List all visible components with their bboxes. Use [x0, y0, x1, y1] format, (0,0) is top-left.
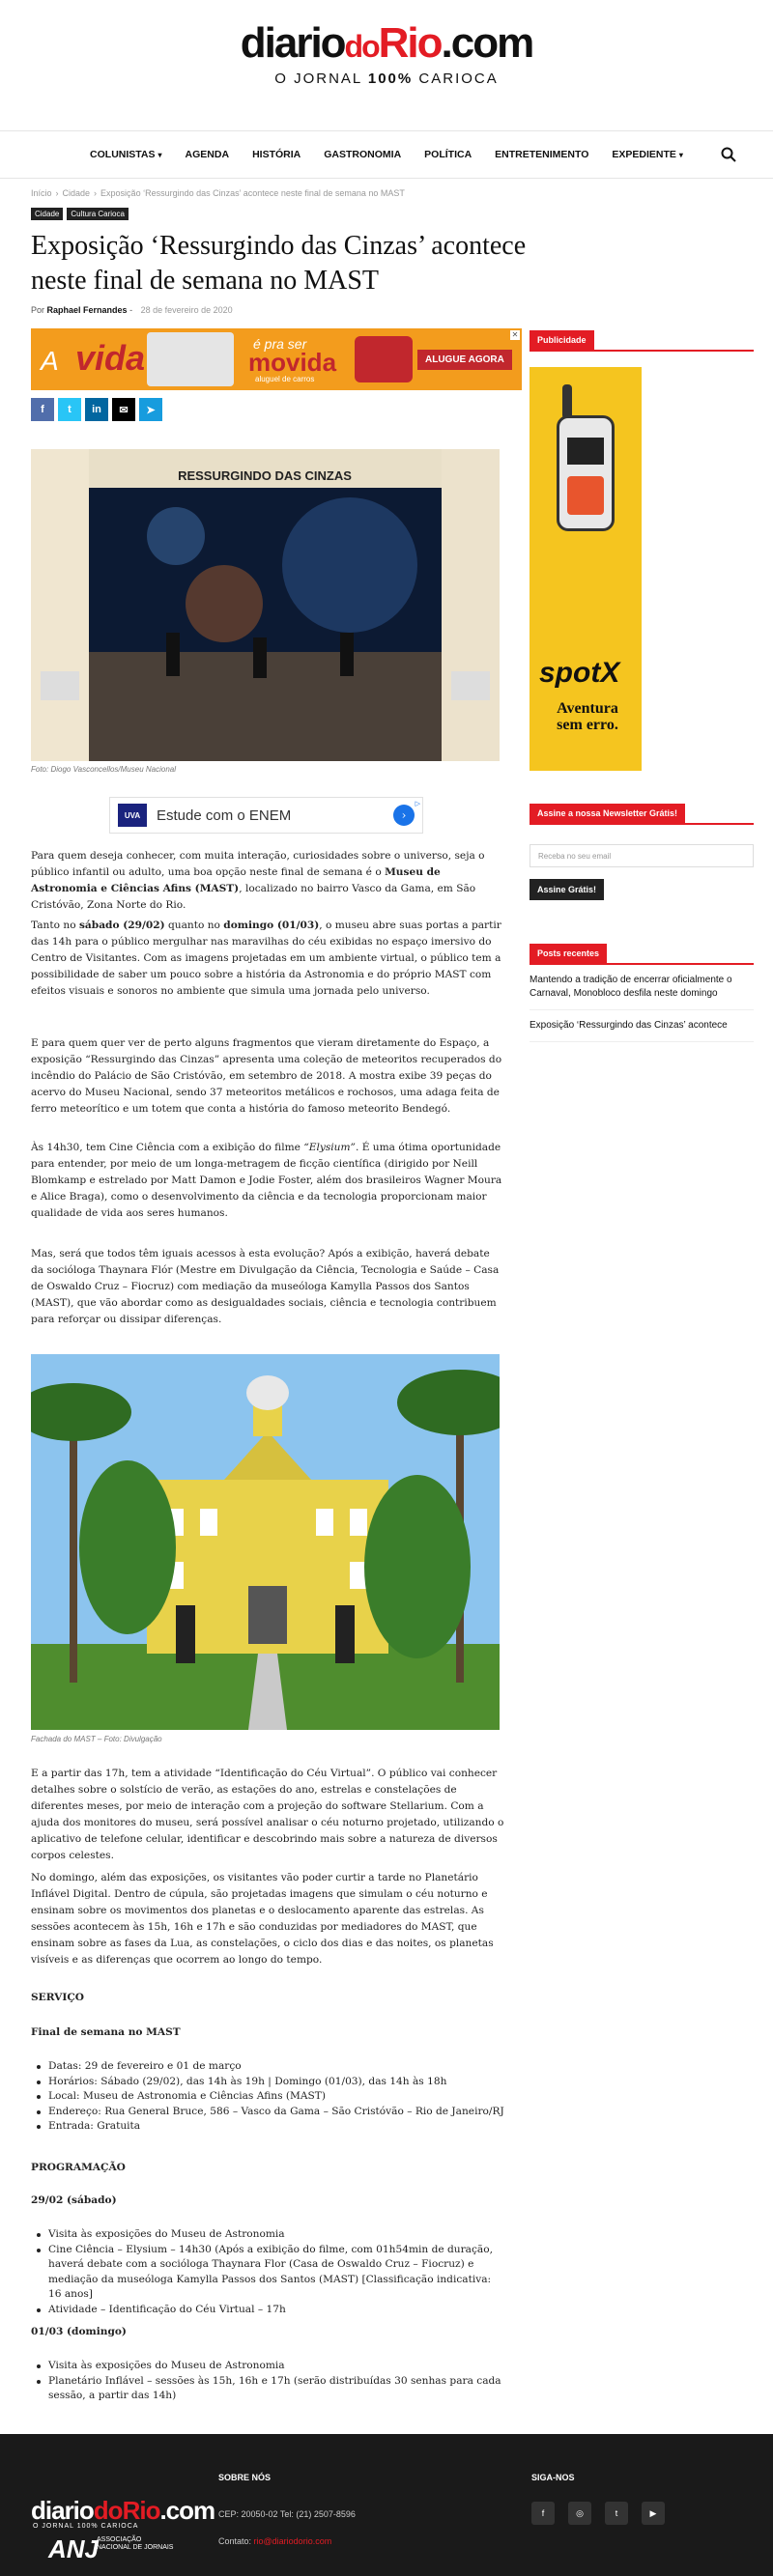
list-item: Atividade – Identificação do Céu Virtual – 17h	[31, 2303, 504, 2318]
spotx-ad[interactable]: spotX Aventura sem erro.	[530, 367, 642, 771]
article-paragraph: Mas, será que todos têm iguais acessos à esta evolução? Após a exibição, haverá debate da socióloga Thaynara Flór (Mestre em Divulgação da Ciência, Tecnologia e Saúde – Casa de Oswaldo Cruz – Fiocruz) com mediação da museóloga Kamylla Passos dos Santos (MAST), que vão abordar como as desigualdades sociais, ciência e tecnologia contribuem para reforçar ou dissipar diferenças.	[31, 1248, 500, 1325]
linkedin-icon[interactable]: in	[85, 398, 108, 421]
instagram-icon[interactable]: ◎	[568, 2502, 591, 2525]
servico-list	[31, 2059, 504, 2135]
nav-item-agenda[interactable]: AGENDA	[185, 149, 230, 160]
jeep-image	[355, 336, 413, 382]
newsletter-email-input[interactable]: Receba no seu email	[530, 844, 754, 867]
article-paragraph: E para quem quer ver de perto alguns fragmentos que vieram diretamente do Espaço, a exposição “Ressurgindo das Cinzas” apresenta uma coleção de meteoritos recuperados do incêndio do Palácio de São Cristóvão, em setembro de 2018. A mostra exibe 39 peças do acervo do Museu Nacional, sendo 37 meteoritos metálicos e rochosos, uma adaga feita de ferro meteorítico e um totem que conta a história do famoso meteorito Bendegó.	[31, 1037, 502, 1115]
twitter-icon[interactable]: t	[605, 2502, 628, 2525]
nav-item-historia[interactable]: HISTÓRIA	[252, 149, 301, 160]
recent-post-link[interactable]: Mantendo a tradição de encerrar oficialmente o Carnaval, Monobloco desfila neste domingo	[530, 965, 754, 1010]
site-header	[0, 0, 773, 130]
footer-heading: SOBRE NÓS	[218, 2473, 272, 2482]
movida-ad-banner[interactable]: A vida é pra ser movida aluguel de carros ALUGUE AGORA ✕	[31, 328, 522, 390]
social-links	[531, 2502, 665, 2525]
list-item: Local: Museu de Astronomia e Ciências Afins (MAST)	[31, 2089, 504, 2105]
car-image	[147, 332, 234, 386]
list-item: Planetário Inflável – sessões às 15h, 16h e 17h (serão distribuídas 30 senhas para cada sessão, a partir das 14h)	[31, 2374, 504, 2404]
main-nav	[0, 130, 773, 179]
chevron-down-icon: ▾	[678, 151, 683, 159]
ad-cta-button[interactable]: ALUGUE AGORA	[417, 350, 512, 370]
publish-date: 28 de fevereiro de 2020	[140, 305, 233, 315]
footer-contact: Contato: rio@diariodorio.com	[218, 2536, 332, 2546]
chevron-right-icon[interactable]: ›	[393, 805, 415, 826]
youtube-icon[interactable]: ▶	[642, 2502, 665, 2525]
article-paragraph: E a partir das 17h, tem a atividade “Identificação do Céu Virtual”. O público vai conhecer detalhes sobre o solstício de verão, as estações do ano, estrelas e constelações de diferentes meses, por meio de interação com a projeção do software Stellarium. Com a ajuda dos monitores do museu, será possível analisar o céu noturno projetado, utilizando o aplicativo de telefone celular, identificar e descobrindo mais sobre a natureza de diversos corpos celestes.	[31, 1768, 504, 1861]
breadcrumb-section[interactable]: Cidade	[62, 188, 91, 198]
photo-caption: Foto: Diogo Vasconcellos/Museu Nacional	[31, 765, 177, 774]
facebook-icon[interactable]: f	[531, 2502, 555, 2525]
contact-email-link[interactable]: rio@diariodorio.com	[253, 2536, 332, 2546]
recent-post-link[interactable]: Exposição ‘Ressurgindo das Cinzas’ acontece	[530, 1010, 754, 1042]
site-logo[interactable]: diariodoRio.com	[240, 19, 533, 67]
domingo-list	[31, 2359, 504, 2404]
section-heading: PROGRAMAÇÃO	[31, 2162, 126, 2173]
chevron-down-icon: ▾	[157, 151, 162, 159]
list-item: Entrada: Gratuita	[31, 2119, 504, 2135]
nav-item-entretenimento[interactable]: ENTRETENIMENTO	[495, 149, 589, 160]
author-link[interactable]: Raphael Fernandes	[46, 305, 128, 315]
category-tags	[31, 208, 129, 220]
nav-item-politica[interactable]: POLÍTICA	[424, 149, 472, 160]
list-item: Visita às exposições do Museu de Astronomia	[31, 2359, 504, 2374]
spotx-logo: spotX	[539, 657, 620, 689]
facebook-icon[interactable]: f	[31, 398, 54, 421]
newsletter-box	[530, 802, 754, 900]
recent-posts	[530, 942, 754, 1042]
sabado-list	[31, 2227, 504, 2317]
list-item: Endereço: Rua General Bruce, 586 – Vasco da Gama – São Cristóvão – Rio de Janeiro/RJ	[31, 2105, 504, 2120]
adchoices-icon[interactable]: ▷	[415, 800, 420, 807]
tag-cidade[interactable]: Cidade	[31, 208, 63, 220]
nav-item-expediente[interactable]: EXPEDIENTE ▾	[612, 149, 683, 160]
newsletter-subscribe-button[interactable]: Assine Grátis!	[530, 879, 604, 900]
footer-logo[interactable]: diariodoRio.com	[31, 2496, 215, 2525]
section-subheading: 29/02 (sábado)	[31, 2194, 117, 2206]
close-icon[interactable]: ✕	[511, 330, 519, 339]
photo-caption: Fachada do MAST – Foto: Divulgação	[31, 1735, 162, 1743]
breadcrumb-home[interactable]: Início	[31, 188, 52, 198]
article-paragraph: Tanto no sábado (29/02) quanto no domingo (01/03), o museu abre suas portas a partir das 14h para o público mergulhar nas maravilhas do céu exibidas no espaço imersivo do Centro de Visitantes. Com as imagens projetadas em um ambiente virtual, o público tem a possibilidade de saber um pouco sobre a história da Astronomia e do próprio MAST com efeitos visuais e sonoros no ambiente que simula uma jornada pelo universo.	[31, 920, 501, 997]
section-subheading: 01/03 (domingo)	[31, 2326, 127, 2337]
nav-item-gastronomia[interactable]: GASTRONOMIA	[324, 149, 402, 160]
list-item: Datas: 29 de fevereiro e 01 de março	[31, 2059, 504, 2075]
page-title: Exposição ‘Ressurgindo das Cinzas’ acontece neste final de semana no MAST	[31, 231, 527, 296]
breadcrumb: Início › Cidade › Exposição ‘Ressurgindo das Cinzas’ acontece neste final de semana no MAST	[31, 188, 405, 198]
article-paragraph: Às 14h30, tem Cine Ciência com a exibição do filme “Elysium”. É uma ótima oportunidade para entender, por meio de um longa-metragem de ficção científica (dirigido por Neill Blomkamp e estrelado por Matt Damon e Jodie Foster, além dos brasileiros Wagner Moura e Alice Braga), como o desenvolvimento da ciência e da tecnologia proporcionam maior qualidade de vida aos seres humanos.	[31, 1142, 502, 1219]
site-footer: diariodoRio.com O JORNAL 100% CARIOCA ANJ ASSOCIAÇÃO NACIONAL DE JORNAIS SOBRE NÓS CEP: 20050-02 Tel: (21) 2507-8596 Contato: rio@diariodorio.com SIGA-NOS f ◎ t ▶	[0, 2434, 773, 2576]
twitter-icon[interactable]: t	[58, 398, 81, 421]
satellite-device-image	[557, 415, 615, 531]
section-heading: SERVIÇO	[31, 1992, 84, 2003]
site-tagline: O JORNAL 100% CARIOCA	[274, 71, 499, 87]
list-item: Horários: Sábado (29/02), das 14h às 19h | Domingo (01/03), das 14h às 18h	[31, 2075, 504, 2090]
share-buttons	[31, 398, 162, 421]
byline: Por Raphael Fernandes - 28 de fevereiro de 2020	[31, 305, 233, 315]
search-icon[interactable]	[721, 147, 736, 162]
recent-posts-heading: Posts recentes	[530, 944, 607, 963]
nav-item-colunistas[interactable]: COLUNISTAS ▾	[90, 149, 162, 160]
list-item: Cine Ciência – Elysium – 14h30 (Após a exibição do filme, com 01h54min de duração, haverá debate com a socióloga Thaynara Flor (Casa de Oswaldo Cruz – Fiocruz) e mediação da museóloga Kamylla Passos dos Santos (MAST) [Classificação indicativa: 16 anos]	[31, 2243, 504, 2303]
article-paragraph: No domingo, além das exposições, os visitantes vão poder curtir a tarde no Planetário Inflável Digital. Dentro de cúpula, são projetadas imagens que simulam o céu noturno e ensinam sobre os movimentos dos planetas e o deslocamento aparente das estrelas. As sessões acontecem às 15h, 16h e 17h e são conduzidas por mediadores do MAST, que ensinam sobre as fases da Lua, as constelações, o ciclo dos dias e das noites, os planetas visíveis e as diferenças que ocorrem ao longo do tempo.	[31, 1872, 494, 1966]
breadcrumb-current: Exposição ‘Ressurgindo das Cinzas’ acontece neste final de semana no MAST	[100, 188, 405, 198]
enem-ad[interactable]: UVA Estude com o ENEM › ▷	[109, 797, 423, 834]
publicidade-header: Publicidade	[530, 328, 754, 352]
footer-heading: SIGA-NOS	[531, 2473, 575, 2482]
exhibition-photo	[31, 449, 500, 761]
museum-facade-image	[31, 1354, 500, 1730]
list-item: Visita às exposições do Museu de Astronomia	[31, 2227, 504, 2243]
article-paragraph: Para quem deseja conhecer, com muita interação, curiosidades sobre o universo, seja o público infantil ou adulto, uma boa opção neste final de semana é o Museu de Astronomia e Ciências Afins (MAST), localizado no bairro Vasco da Gama, em São Cristóvão, Zona Norte do Rio.	[31, 850, 485, 911]
exhibition-sign: RESSURGINDO DAS CINZAS	[178, 468, 352, 483]
email-icon[interactable]: ✉	[112, 398, 135, 421]
footer-contact: CEP: 20050-02 Tel: (21) 2507-8596	[218, 2509, 356, 2519]
uva-logo: UVA	[118, 804, 147, 827]
tag-cultura-carioca[interactable]: Cultura Carioca	[67, 208, 129, 220]
anj-logo: ANJ	[48, 2534, 100, 2563]
museum-facade-photo	[31, 1354, 500, 1730]
newsletter-heading: Assine a nossa Newsletter Grátis!	[530, 804, 685, 823]
section-subheading: Final de semana no MAST	[31, 2026, 181, 2038]
telegram-icon[interactable]: ➤	[139, 398, 162, 421]
exhibition-image	[31, 449, 500, 761]
